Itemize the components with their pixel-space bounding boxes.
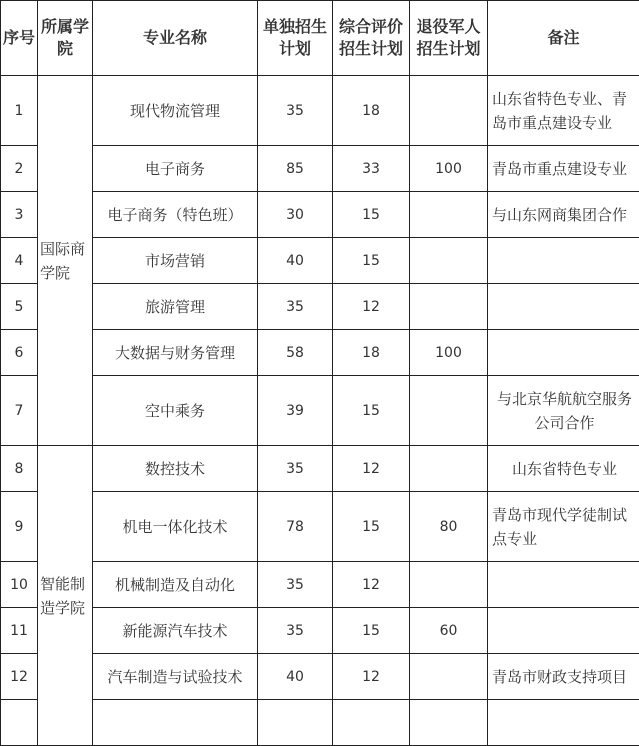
solo-plan-cell: 40	[258, 238, 333, 284]
solo-plan-cell: 78	[258, 492, 333, 562]
major-cell: 汽车制造与试验技术	[93, 654, 258, 700]
veteran-plan-cell	[410, 562, 488, 608]
veteran-plan-cell: 60	[410, 608, 488, 654]
table-row	[1, 608, 639, 654]
comprehensive-plan-cell: 15	[333, 238, 410, 284]
solo-plan-cell: 30	[258, 192, 333, 238]
seq-cell: 10	[1, 562, 38, 608]
header-major: 专业名称	[93, 1, 258, 76]
veteran-plan-cell	[410, 654, 488, 700]
solo-plan-cell: 35	[258, 76, 333, 146]
note-cell: 青岛市重点建设专业	[488, 146, 639, 192]
seq-cell: 6	[1, 330, 38, 376]
table-row	[1, 376, 639, 446]
seq-cell: 11	[1, 608, 38, 654]
comprehensive-plan-cell: 33	[333, 146, 410, 192]
college-cell-international: 国际商学院	[38, 76, 93, 446]
veteran-plan-cell	[410, 238, 488, 284]
note-cell	[488, 562, 639, 608]
header-row	[1, 1, 639, 76]
header-seq: 序号	[1, 1, 38, 76]
header-note: 备注	[488, 1, 639, 76]
major-cell: 电子商务（特色班）	[93, 192, 258, 238]
major-cell: 市场营销	[93, 238, 258, 284]
solo-plan-cell: 35	[258, 608, 333, 654]
major-cell: 新能源汽车技术	[93, 608, 258, 654]
note-cell: 山东省特色专业	[488, 446, 639, 492]
solo-plan-cell: 85	[258, 146, 333, 192]
trailing-cell	[333, 700, 410, 746]
major-cell: 大数据与财务管理	[93, 330, 258, 376]
table-row	[1, 492, 639, 562]
table-row	[1, 146, 639, 192]
table-row	[1, 238, 639, 284]
header-veteran-plan: 退役军人招生计划	[410, 1, 488, 76]
major-cell: 电子商务	[93, 146, 258, 192]
comprehensive-plan-cell: 15	[333, 608, 410, 654]
trailing-cell	[488, 700, 639, 746]
seq-cell: 2	[1, 146, 38, 192]
note-cell: 青岛市现代学徒制试点专业	[488, 492, 639, 562]
note-cell	[488, 330, 639, 376]
comprehensive-plan-cell: 18	[333, 330, 410, 376]
veteran-plan-cell	[410, 376, 488, 446]
seq-cell: 3	[1, 192, 38, 238]
seq-cell: 4	[1, 238, 38, 284]
major-cell: 机电一体化技术	[93, 492, 258, 562]
seq-cell: 7	[1, 376, 38, 446]
comprehensive-plan-cell: 12	[333, 562, 410, 608]
veteran-plan-cell: 80	[410, 492, 488, 562]
table-row	[1, 284, 639, 330]
comprehensive-plan-cell: 12	[333, 284, 410, 330]
veteran-plan-cell: 100	[410, 330, 488, 376]
comprehensive-plan-cell: 15	[333, 376, 410, 446]
seq-cell: 8	[1, 446, 38, 492]
comprehensive-plan-cell: 18	[333, 76, 410, 146]
solo-plan-cell: 39	[258, 376, 333, 446]
table-row	[1, 562, 639, 608]
table-row	[1, 76, 639, 146]
trailing-cell	[258, 700, 333, 746]
note-cell	[488, 608, 639, 654]
comprehensive-plan-cell: 12	[333, 446, 410, 492]
solo-plan-cell: 35	[258, 284, 333, 330]
solo-plan-cell: 40	[258, 654, 333, 700]
solo-plan-cell: 35	[258, 562, 333, 608]
veteran-plan-cell	[410, 192, 488, 238]
table-row	[1, 654, 639, 700]
solo-plan-cell: 35	[258, 446, 333, 492]
major-cell: 数控技术	[93, 446, 258, 492]
solo-plan-cell: 58	[258, 330, 333, 376]
veteran-plan-cell: 100	[410, 146, 488, 192]
major-cell: 现代物流管理	[93, 76, 258, 146]
note-cell	[488, 284, 639, 330]
header-college: 所属学院	[38, 1, 93, 76]
comprehensive-plan-cell: 12	[333, 654, 410, 700]
note-cell: 与山东网商集团合作	[488, 192, 639, 238]
college-cell-intelligent: 智能制造学院	[38, 446, 93, 746]
table-row	[1, 330, 639, 376]
major-cell: 旅游管理	[93, 284, 258, 330]
header-solo-plan: 单独招生计划	[258, 1, 333, 76]
table-row	[1, 700, 639, 746]
trailing-cell	[1, 700, 38, 746]
note-cell: 与北京华航航空服务公司合作	[488, 376, 639, 446]
note-cell: 山东省特色专业、青岛市重点建设专业	[488, 76, 639, 146]
major-cell: 机械制造及自动化	[93, 562, 258, 608]
veteran-plan-cell	[410, 446, 488, 492]
header-comprehensive-plan: 综合评价招生计划	[333, 1, 410, 76]
table-row	[1, 192, 639, 238]
seq-cell: 9	[1, 492, 38, 562]
veteran-plan-cell	[410, 284, 488, 330]
note-cell: 青岛市财政支持项目	[488, 654, 639, 700]
major-cell: 空中乘务	[93, 376, 258, 446]
trailing-cell	[410, 700, 488, 746]
table-row	[1, 446, 639, 492]
seq-cell: 1	[1, 76, 38, 146]
veteran-plan-cell	[410, 76, 488, 146]
trailing-cell	[93, 700, 258, 746]
seq-cell: 12	[1, 654, 38, 700]
comprehensive-plan-cell: 15	[333, 192, 410, 238]
comprehensive-plan-cell: 15	[333, 492, 410, 562]
seq-cell: 5	[1, 284, 38, 330]
note-cell	[488, 238, 639, 284]
